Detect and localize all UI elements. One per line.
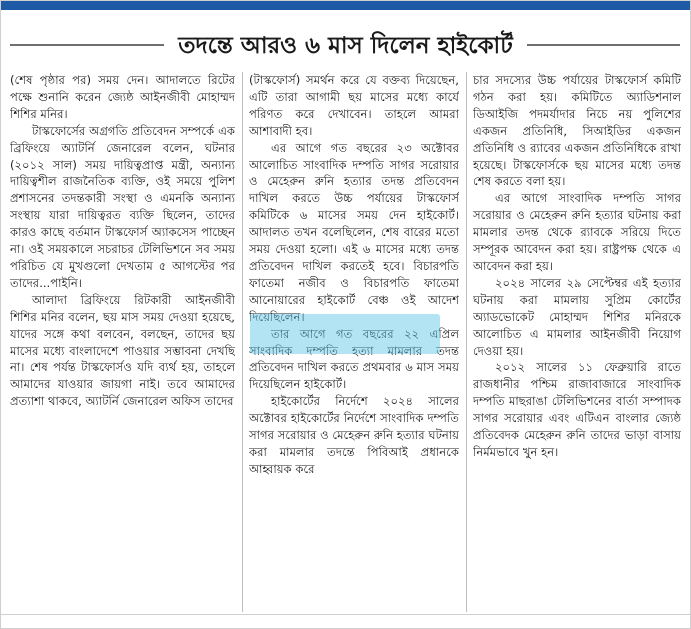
paragraph: ২০২৪ সালের ২৯ সেপ্টেম্বর এই হত্যার ঘটনায় করা মামলায় সুপ্রিম কোর্টের অ্যাডভোকেট মোহাম্মদ শিশির মনিরকে আলোচিত এ মামলার আইনজীবী নিয়োগ দেওয়া হয়। bbox=[473, 275, 681, 358]
paragraph: টাস্কফোর্সের অগ্রগতি প্রতিবেদন সম্পর্কে এক ব্রিফিংয়ে অ্যাটর্নি জেনারেল বলেন, ঘটনার (২০১২ সাল) সময় দায়িত্বপ্রাপ্ত মন্ত্রী, অন্যান্য দায়িত্বশীল রাজনৈতিক ব্যক্তি, ওই সময়ে পুলিশ প্রশাসনের তদন্তকারী সংস্থা ও এমনকি অন্যান্য সংস্থায় যারা দায়িত্বরত ব্যক্তি ছিলেন, তাদের কারও কাছে বর্তমান টাস্কফোর্স অ্যাকসেস পাচ্ছেন না। ওই সময়কালে সচরাচর টেলিভিশনে সব সময় পরিচিত যে মুখগুলো দেখতাম ৫ আগস্টের পর তাদের...পাইনি। bbox=[10, 123, 235, 290]
headline bbox=[0, 30, 691, 62]
column-divider bbox=[242, 72, 243, 612]
article-column-3 bbox=[473, 72, 681, 612]
paragraph: (শেষ পৃষ্ঠার পর) সময় দেন। আদালতে রিটের পক্ষে শুনানি করেন জ্যেষ্ঠ আইনজীবী মোহাম্মদ শিশির মনির। bbox=[10, 73, 235, 121]
paragraph: চার সদস্যের উচ্চ পর্যায়ের টাস্কফোর্স কমিটি গঠন করা হয়। কমিটিতে অ্যাডিশনাল ডিআইজি পদমর্যাদার নিচে নয় পুলিশের একজন প্রতিনিধি, সিআইডির একজন প্রতিনিধি ও র‌্যাবের একজন প্রতিনিধিকে রাখা হয়েছে। টাস্কফোর্সকে ছয় মাসের মধ্যে তদন্ত শেষ করতে বলা হয়। bbox=[473, 73, 681, 189]
paragraph: এর আগে গত বছরের ২৩ অক্টোবর আলোচিত সাংবাদিক দম্পতি সাগর সরোয়ার ও মেহেরুন রুনি হত্যার তদন্ত প্রতিবেদন দাখিল করতে উচ্চ পর্যায়ের টাস্কফোর্স কমিটিকে ৬ মাসের সময় দেন হাইকোর্ট। আদালত তখন বলেছিলেন, শেষ বারের মতো সময় দেওয়া হলো। এই ৬ মাসের মধ্যে তদন্ত প্রতিবেদন দাখিল করতেই হবে। বিচারপতি ফাতেমা নজীব ও বিচারপতি ফাতেমা আনোয়ারের হাইকোর্ট বেঞ্চ ওই আদেশ দিয়েছিলেন। bbox=[249, 140, 459, 324]
paragraph: হাইকোর্টের নির্দেশে ২০২৪ সালের অক্টোবর হাইকোর্টের নির্দেশে সাংবাদিক দম্পতি সাগর সরোয়ার ও মেহেরুন রুনি হত্যার ঘটনায় করা মামলার তদন্তে পিবিআই প্রধানকে আহ্বায়ক করে bbox=[249, 394, 459, 476]
paragraph: আলাদা ব্রিফিংয়ে রিটকারী আইনজীবী শিশির মনির বলেন, ছয় মাস সময় দেওয়া হয়েছে, যাদের সঙ্গে কথা বলবেন, বলছেন, তাদের ছয় মাসের মধ্যে বাংলাদেশে পাওয়ার সম্ভাবনা দেখছি না। শেষ পর্যন্ত টাস্কফোর্সও যদি ব্যর্থ হয়, তাহলে আমাদের যাওয়ার জায়গা নাই। তবে আমাদের প্রত্যাশা থাকবে, অ্যাটর্নি জেনারেল অফিস তাদের bbox=[10, 292, 235, 409]
paragraph: ২০১২ সালের ১১ ফেব্রুয়ারি রাতে রাজধানীর পশ্চিম রাজাবাজারে সাংবাদিক দম্পতি মাছরাঙা টেলিভিশনের বার্তা সম্পাদক সাগর সরোয়ার এবং এটিএন বাংলার জ্যেষ্ঠ প্রতিবেদক মেহেরুন রুনি তাদের ভাড়া বাসায় নির্মমভাবে খুন হন। bbox=[473, 360, 681, 459]
paragraph: এর আগে সাংবাদিক দম্পতি সাগর সরোয়ার ও মেহেরুন রুনি হত্যার ঘটনায় করা মামলার তদন্ত থেকে র‌্যাবকে সরিয়ে দিতে সম্পূরক আবেদন করা হয়। রাষ্ট্রপক্ষ থেকে এ আবেদন করা হয়। bbox=[473, 191, 681, 273]
bottom-rule bbox=[0, 614, 691, 615]
headline-text: তদন্তে আরও ৬ মাস দিলেন হাইকোর্ট bbox=[164, 30, 527, 62]
article-column-1 bbox=[10, 72, 235, 612]
paragraph: তার আগে গত বছরের ২২ এপ্রিল সাংবাদিক দম্পতি হত্যা মামলার তদন্ত প্রতিবেদন দাখিল করতে প্রথমবার ৬ মাস সময় দিয়েছিলেন হাইকোর্ট। bbox=[249, 326, 459, 392]
column-divider bbox=[466, 72, 467, 612]
paragraph: (টাস্কফোর্স) সমর্থন করে যে বক্তব্য দিয়েছেন, এটি তারা আগামী ছয় মাসের মধ্যে কার্যে পরিণত করে দেখাবেন। তাহলে আমরা আশাবাদী হব। bbox=[249, 73, 459, 138]
watermark bbox=[250, 314, 440, 354]
